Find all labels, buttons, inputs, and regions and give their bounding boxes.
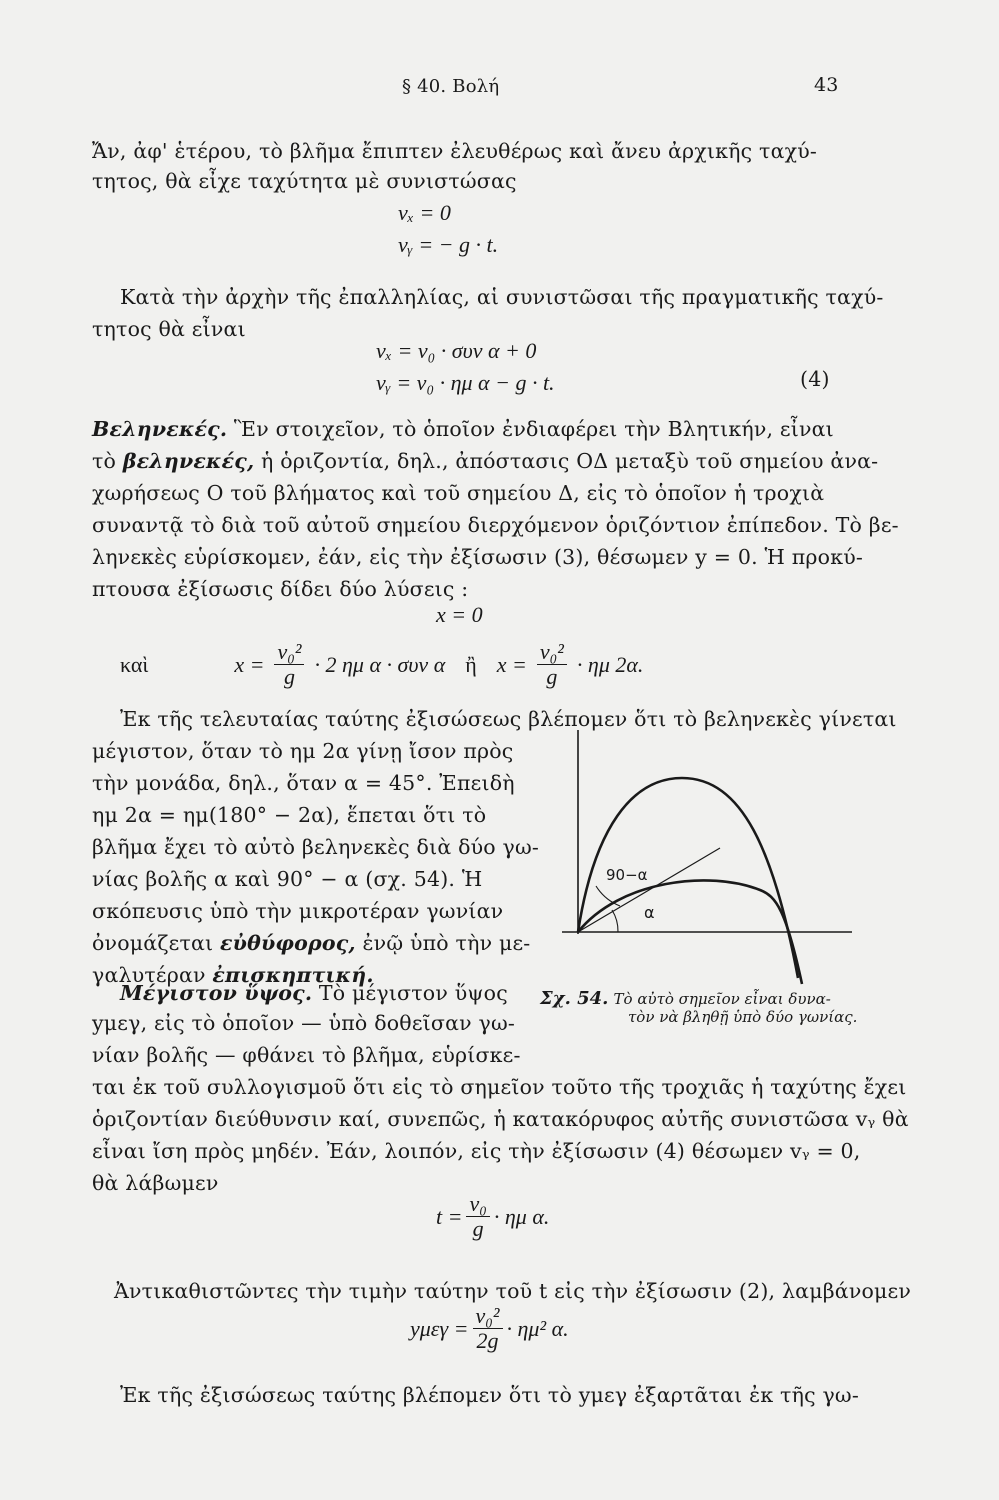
para3-line9a: γαλυτέραν: [92, 963, 206, 987]
para3-line7: σκόπευσις ὑπὸ τὴν μικροτέραν γωνίαν: [92, 899, 504, 923]
max-height-title: Μέγιστον ὕψος.: [120, 981, 313, 1005]
para3-line8b: ἐνῷ ὑπὸ τὴν με-: [362, 931, 531, 955]
page-number: 43: [814, 74, 839, 96]
para6-line1: Ἐκ τῆς ἐξισώσεως ταύτης βλέπομεν ὅτι τὸ yμεγ ἐξαρτᾶται ἐκ τῆς γω-: [120, 1383, 859, 1407]
caption-label: Σχ. 54.: [540, 988, 609, 1009]
range-para-line3: χωρήσεως Ο τοῦ βλήματος καὶ τοῦ σημείου Δ, εἰς τὸ ὁποῖον ἡ τροχιὰ: [92, 481, 825, 505]
max-para-line5: ὁριζοντίαν διεύθυνσιν καί, συνεπῶς, ἡ κατακόρυφος αὐτῆς συνιστῶσα vᵧ θὰ: [92, 1107, 909, 1131]
eq3-den-1: g: [283, 664, 295, 689]
eq3-rest2: · ημ 2α.: [576, 651, 644, 677]
eq4-lhs: t =: [436, 1203, 463, 1229]
para3-line6: νίας βολῆς α καὶ 90° − α (σχ. 54). Ἡ: [92, 867, 483, 891]
figure-54-trajectories: [560, 720, 860, 990]
eq3-num-2: v₀²: [537, 640, 567, 665]
eq5-den: 2g: [476, 1328, 499, 1353]
max-para-line2: yμεγ, εἰς τὸ ὁποῖον — ὑπὸ δοθεῖσαν γω-: [92, 1011, 515, 1035]
para3-line8: [92, 928, 530, 958]
direct-fire-term: εὐθύφορος,: [220, 931, 356, 955]
max-para-line1-text: Τὸ μέγιστον ὕψος: [318, 981, 508, 1005]
angle-arc-upper: [596, 886, 620, 906]
eq3-kai: καὶ: [120, 651, 149, 677]
para3-line8a: ὀνομάζεται: [92, 931, 214, 955]
caption-line1: Τὸ αὐτὸ σημεῖον εἶναι δυνα-: [613, 990, 831, 1008]
eq3-or: ἢ: [465, 651, 477, 677]
eq4-frac: [466, 1192, 489, 1241]
max-para-line1: [120, 978, 508, 1008]
eq5-lhs: yμεγ =: [410, 1315, 469, 1341]
para3-line5: βλῆμα ἔχει τὸ αὐτὸ βεληνεκὲς διὰ δύο γω-: [92, 835, 540, 859]
eq3-den-2: g: [546, 664, 558, 689]
range-term: βεληνεκές,: [122, 449, 255, 473]
plunging-fire-term: ἐπισκηπτική.: [212, 963, 374, 987]
eq4-num: v₀: [466, 1192, 489, 1217]
para1-line1: Ἄν, ἀφ' ἑτέρου, τὸ βλῆμα ἔπιπτεν ἐλευθέρως καὶ ἄνευ ἀρχικῆς ταχύ-: [92, 139, 818, 163]
eq3-x0: x = 0: [436, 602, 483, 627]
eq4: [436, 1192, 549, 1241]
range-para-line2: [92, 446, 878, 476]
range-title: Βεληνεκές.: [92, 417, 228, 441]
range-line2b: ἡ ὁριζοντία, δηλ., ἀπόστασις ΟΔ μεταξὺ τοῦ σημείου ἀνα-: [261, 449, 879, 473]
eq2-tag: (4): [800, 367, 830, 391]
range-para-line1: [92, 414, 834, 444]
para5-line1: Ἀντικαθιστῶντες τὴν τιμὴν ταύτην τοῦ t εἰς τὴν ἐξίσωσιν (2), λαμβάνομεν: [114, 1279, 912, 1303]
max-para-line7: θὰ λάβωμεν: [92, 1171, 219, 1195]
angle-arc-lower: [612, 910, 618, 932]
figure-caption: [540, 988, 831, 1009]
eq3-num-1: v₀²: [274, 640, 304, 665]
range-line2a: τὸ: [92, 449, 117, 473]
range-para-line6: πτουσα ἐξίσωσις δίδει δύο λύσεις :: [92, 577, 469, 601]
para1-line2: τητος, θὰ εἶχε ταχύτητα μὲ συνιστώσας: [92, 169, 517, 193]
eq5-frac: [473, 1304, 503, 1353]
max-para-line3: νίαν βολῆς — φθάνει τὸ βλῆμα, εὑρίσκε-: [92, 1043, 521, 1067]
section-header: § 40. Βολή: [402, 76, 500, 97]
para3-line1: Ἐκ τῆς τελευταίας ταύτης ἐξισώσεως βλέπομεν ὅτι τὸ βεληνεκὲς γίνεται: [120, 707, 897, 731]
eq5: [410, 1304, 569, 1353]
max-para-line6: εἶναι ἴση πρὸς μηδέν. Ἐάν, λοιπόν, εἰς τὴν ἐξίσωσιν (4) θέσωμεν vᵧ = 0,: [92, 1139, 861, 1163]
max-para-line4: ται ἐκ τοῦ συλλογισμοῦ ὅτι εἰς τὸ σημεῖον τοῦτο τῆς τροχιᾶς ἡ ταχύτης ἔχει: [92, 1075, 907, 1099]
eq3-rest1: · 2 ημ α · συν α: [314, 651, 446, 677]
eq3-line: [120, 640, 643, 689]
eq2-vy: vᵧ = v₀ · ημ α − g · t.: [376, 370, 555, 395]
eq5-num: v₀²: [473, 1304, 503, 1329]
para3-line3: τὴν μονάδα, δηλ., ὅταν α = 45°. Ἐπειδὴ: [92, 771, 515, 795]
range-para-line5: ληνεκὲς εὑρίσκομεν, ἐάν, εἰς τὴν ἐξίσωσιν (3), θέσωμεν y = 0. Ἡ προκύ-: [92, 545, 864, 569]
para3-line2: μέγιστον, ὅταν τὸ ημ 2α γίνῃ ἴσον πρὸς: [92, 739, 514, 763]
caption-line2: τὸν νὰ βληθῇ ὑπὸ δύο γωνίας.: [628, 1008, 858, 1026]
eq2-vx: vₓ = v₀ · συν α + 0: [376, 338, 537, 363]
eq5-rest: · ημ² α.: [506, 1315, 569, 1341]
para3-line4: ημ 2α = ημ(180° − 2α), ἕπεται ὅτι τὸ: [92, 803, 487, 827]
eq3-x-eq-2: x =: [496, 651, 527, 677]
eq3-frac-1: [274, 640, 304, 689]
para2-line2: τητος θὰ εἶναι: [92, 317, 246, 341]
para2-line1: Κατὰ τὴν ἀρχὴν τῆς ἐπαλληλίας, αἱ συνιστῶσαι τῆς πραγματικῆς ταχύ-: [120, 285, 884, 309]
label-90-alpha: 90−α: [606, 866, 648, 884]
eq1-vx: vₓ = 0: [398, 200, 451, 225]
range-line1-text: Ἓν στοιχεῖον, τὸ ὁποῖον ἐνδιαφέρει τὴν Βλητικήν, εἶναι: [233, 417, 834, 441]
range-para-line4: συναντᾷ τὸ διὰ τοῦ αὐτοῦ σημείου διερχόμενον ὁριζόντιον ἐπίπεδον. Τὸ βε-: [92, 513, 899, 537]
eq1-vy: vᵧ = − g · t.: [398, 232, 499, 257]
label-alpha: α: [644, 903, 655, 922]
eq4-rest: · ημ α.: [493, 1203, 550, 1229]
eq3-x-eq-1: x =: [234, 651, 265, 677]
eq4-den: g: [472, 1216, 484, 1241]
eq3-frac-2: [537, 640, 567, 689]
